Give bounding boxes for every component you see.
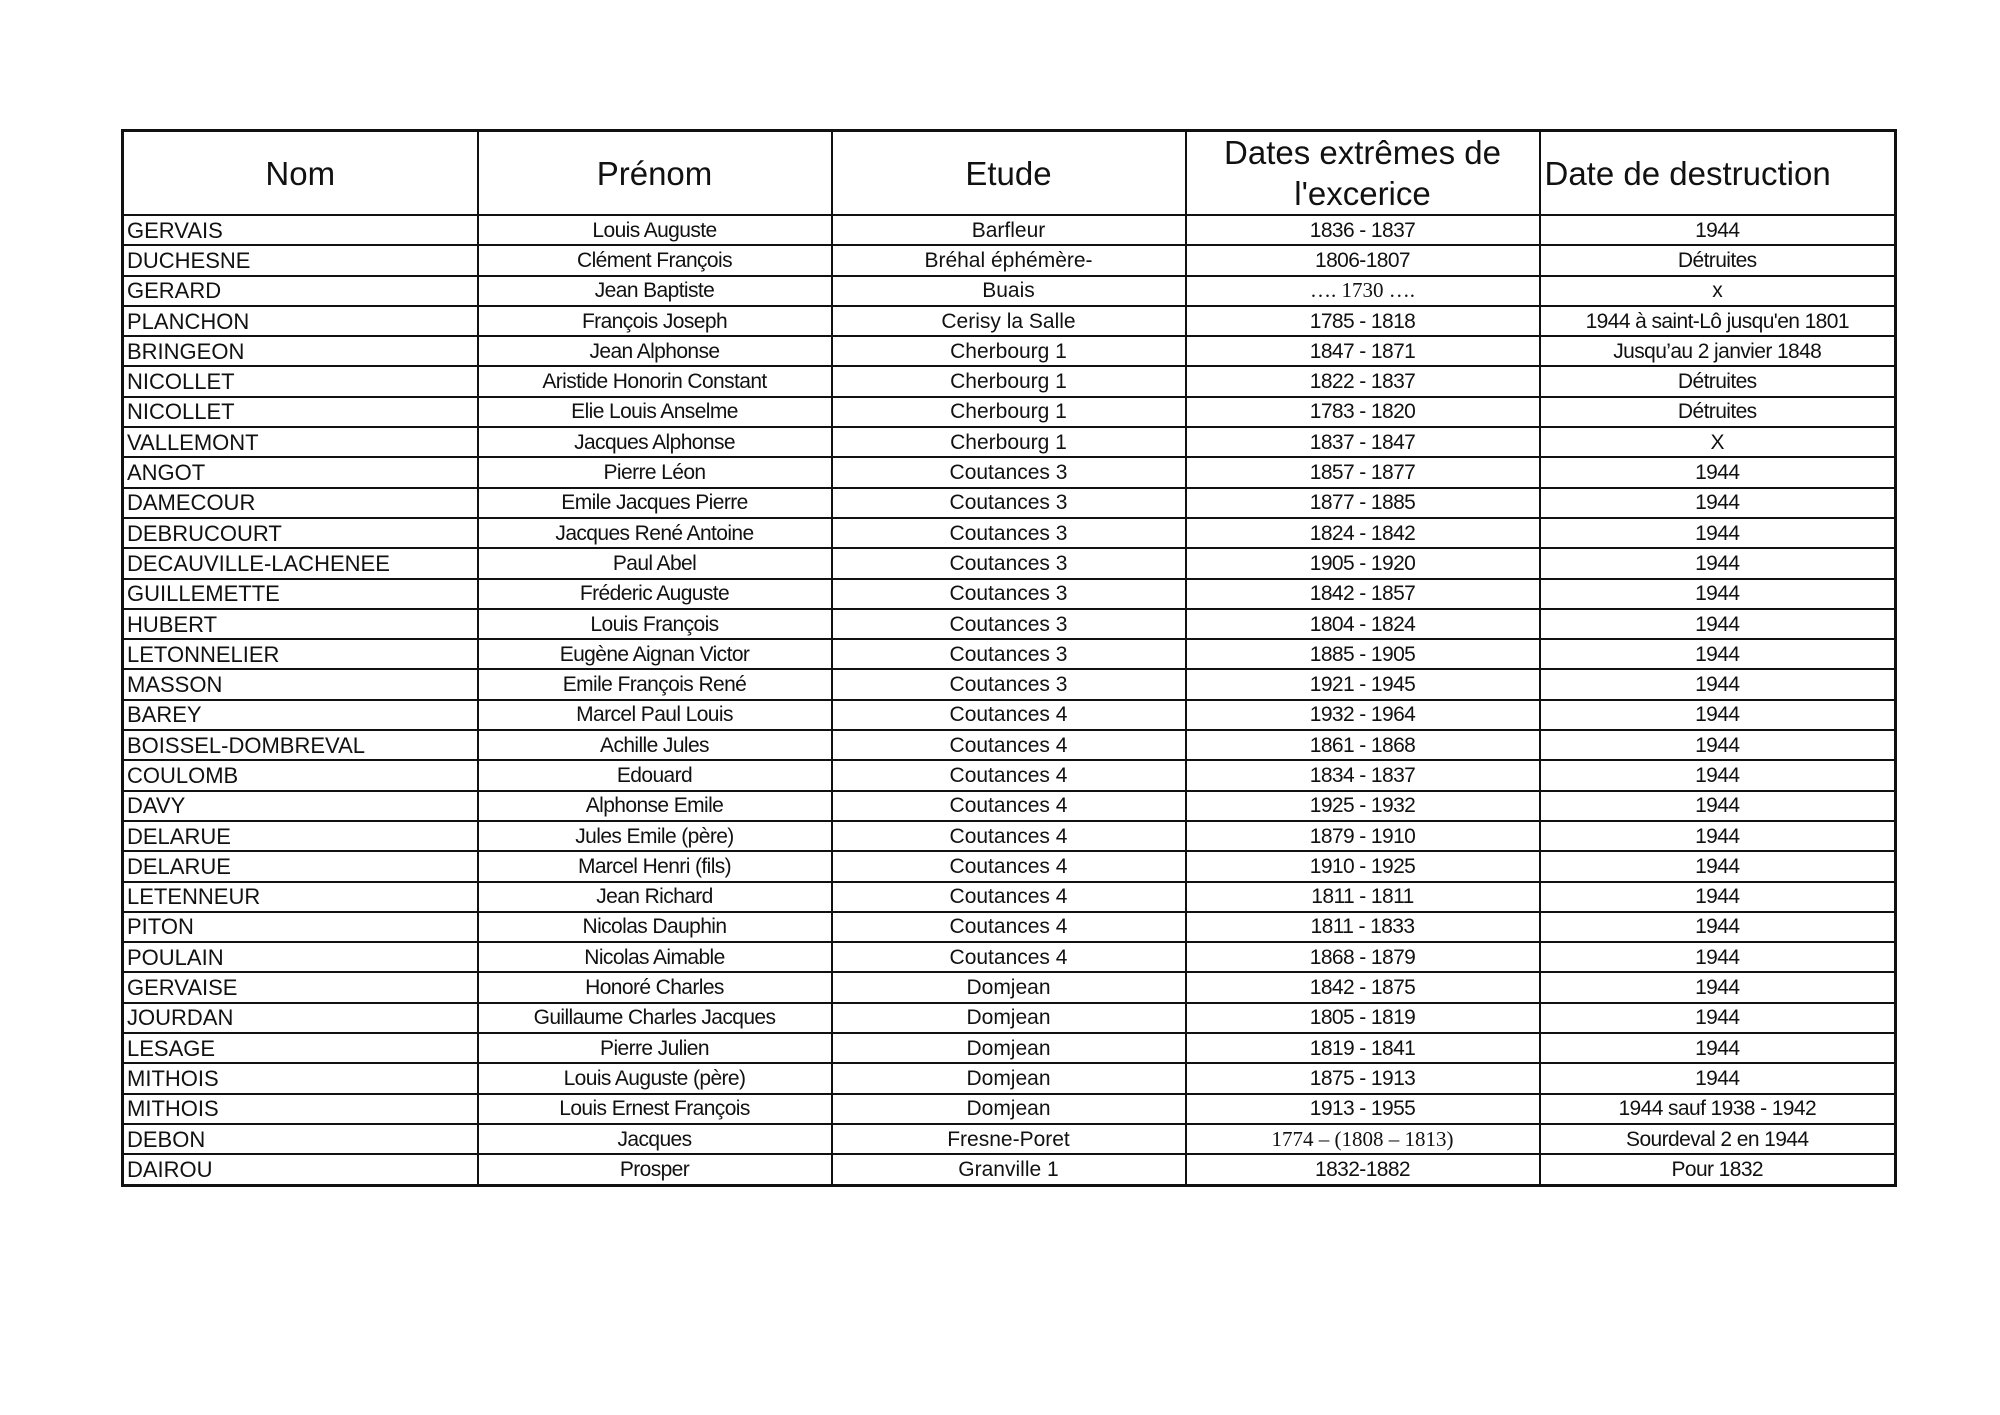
cell-etude: Coutances 4 (832, 730, 1186, 760)
cell-destruction: Détruites (1540, 245, 1896, 275)
cell-dates: 1885 - 1905 (1186, 639, 1540, 669)
cell-dates: 1905 - 1920 (1186, 548, 1540, 578)
cell-destruction: 1944 (1540, 882, 1896, 912)
cell-etude: Cherbourg 1 (832, 397, 1186, 427)
cell-nom: GUILLEMETTE (123, 579, 478, 609)
cell-prenom: Eugène Aignan Victor (478, 639, 832, 669)
cell-prenom: Clément François (478, 245, 832, 275)
cell-etude: Coutances 4 (832, 700, 1186, 730)
cell-prenom: Emile François René (478, 669, 832, 699)
cell-dates: 1925 - 1932 (1186, 791, 1540, 821)
table-row (123, 1094, 1896, 1124)
cell-prenom: Fréderic Auguste (478, 579, 832, 609)
table-row (123, 1033, 1896, 1063)
cell-nom: BRINGEON (123, 336, 478, 366)
cell-dates: 1921 - 1945 (1186, 669, 1540, 699)
cell-etude: Cerisy la Salle (832, 306, 1186, 336)
table-row (123, 639, 1896, 669)
cell-dates: 1857 - 1877 (1186, 457, 1540, 487)
table-row (123, 972, 1896, 1002)
cell-dates: 1868 - 1879 (1186, 942, 1540, 972)
cell-destruction: 1944 (1540, 669, 1896, 699)
cell-nom: LESAGE (123, 1033, 478, 1063)
cell-dates: 1879 - 1910 (1186, 821, 1540, 851)
cell-dates: 1837 - 1847 (1186, 427, 1540, 457)
cell-destruction: 1944 (1540, 548, 1896, 578)
cell-etude: Domjean (832, 972, 1186, 1002)
cell-dates: 1877 - 1885 (1186, 488, 1540, 518)
cell-destruction: Jusqu’au 2 janvier 1848 (1540, 336, 1896, 366)
cell-prenom: François Joseph (478, 306, 832, 336)
cell-nom: GERVAISE (123, 972, 478, 1002)
cell-dates: 1861 - 1868 (1186, 730, 1540, 760)
cell-destruction: 1944 (1540, 972, 1896, 1002)
cell-dates: 1811 - 1833 (1186, 912, 1540, 942)
cell-prenom: Jean Richard (478, 882, 832, 912)
cell-prenom: Guillaume Charles Jacques (478, 1003, 832, 1033)
table-row (123, 730, 1896, 760)
table-row (123, 215, 1896, 245)
cell-dates: 1805 - 1819 (1186, 1003, 1540, 1033)
cell-prenom: Nicolas Aimable (478, 942, 832, 972)
cell-destruction: Sourdeval 2 en 1944 (1540, 1124, 1896, 1154)
cell-destruction: x (1540, 276, 1896, 306)
cell-etude: Domjean (832, 1094, 1186, 1124)
cell-nom: DELARUE (123, 851, 478, 881)
cell-nom: DAVY (123, 791, 478, 821)
cell-nom: DUCHESNE (123, 245, 478, 275)
cell-prenom: Jacques Alphonse (478, 427, 832, 457)
cell-nom: DEBON (123, 1124, 478, 1154)
cell-prenom: Jacques (478, 1124, 832, 1154)
cell-nom: DAIROU (123, 1154, 478, 1185)
table-row (123, 669, 1896, 699)
cell-etude: Domjean (832, 1033, 1186, 1063)
cell-nom: POULAIN (123, 942, 478, 972)
cell-prenom: Nicolas Dauphin (478, 912, 832, 942)
cell-nom: COULOMB (123, 760, 478, 790)
cell-dates: 1834 - 1837 (1186, 760, 1540, 790)
table-row (123, 518, 1896, 548)
cell-prenom: Aristide Honorin Constant (478, 366, 832, 396)
table-row (123, 760, 1896, 790)
table-row (123, 488, 1896, 518)
cell-nom: VALLEMONT (123, 427, 478, 457)
cell-destruction: 1944 (1540, 942, 1896, 972)
cell-dates: 1913 - 1955 (1186, 1094, 1540, 1124)
table-row (123, 457, 1896, 487)
table-row (123, 942, 1896, 972)
table-row (123, 276, 1896, 306)
cell-nom: DECAUVILLE-LACHENEE (123, 548, 478, 578)
cell-prenom: Pierre Julien (478, 1033, 832, 1063)
table-row (123, 882, 1896, 912)
cell-etude: Coutances 4 (832, 912, 1186, 942)
cell-etude: Coutances 4 (832, 882, 1186, 912)
cell-dates: 1847 - 1871 (1186, 336, 1540, 366)
cell-prenom: Paul Abel (478, 548, 832, 578)
cell-nom: BOISSEL-DOMBREVAL (123, 730, 478, 760)
cell-destruction: 1944 (1540, 791, 1896, 821)
cell-dates: 1910 - 1925 (1186, 851, 1540, 881)
header-etude: Etude (832, 131, 1186, 216)
table-row (123, 1124, 1896, 1154)
cell-etude: Buais (832, 276, 1186, 306)
cell-nom: HUBERT (123, 609, 478, 639)
cell-destruction: 1944 (1540, 730, 1896, 760)
cell-destruction: 1944 (1540, 1063, 1896, 1093)
cell-destruction: 1944 à saint-Lô jusqu'en 1801 (1540, 306, 1896, 336)
table-row (123, 366, 1896, 396)
table-row (123, 851, 1896, 881)
cell-dates: 1842 - 1857 (1186, 579, 1540, 609)
cell-prenom: Edouard (478, 760, 832, 790)
cell-nom: BAREY (123, 700, 478, 730)
cell-dates: 1932 - 1964 (1186, 700, 1540, 730)
cell-dates: 1875 - 1913 (1186, 1063, 1540, 1093)
cell-nom: DELARUE (123, 821, 478, 851)
table-row (123, 1063, 1896, 1093)
cell-nom: ANGOT (123, 457, 478, 487)
cell-destruction: 1944 (1540, 851, 1896, 881)
cell-dates: 1832-1882 (1186, 1154, 1540, 1185)
cell-etude: Granville 1 (832, 1154, 1186, 1185)
cell-etude: Coutances 3 (832, 548, 1186, 578)
header-dates: Dates extrêmes de l'excerice (1186, 131, 1540, 216)
cell-nom: GERARD (123, 276, 478, 306)
cell-dates: 1842 - 1875 (1186, 972, 1540, 1002)
cell-nom: LETONNELIER (123, 639, 478, 669)
table-row (123, 579, 1896, 609)
cell-etude: Coutances 4 (832, 821, 1186, 851)
cell-prenom: Marcel Henri (fils) (478, 851, 832, 881)
cell-destruction: Détruites (1540, 366, 1896, 396)
cell-destruction: 1944 (1540, 821, 1896, 851)
cell-nom: DEBRUCOURT (123, 518, 478, 548)
cell-destruction: Pour 1832 (1540, 1154, 1896, 1185)
cell-nom: MITHOIS (123, 1063, 478, 1093)
cell-destruction: 1944 (1540, 1003, 1896, 1033)
cell-etude: Fresne-Poret (832, 1124, 1186, 1154)
cell-destruction: 1944 (1540, 639, 1896, 669)
cell-dates: 1783 - 1820 (1186, 397, 1540, 427)
cell-dates: 1811 - 1811 (1186, 882, 1540, 912)
cell-prenom: Louis Auguste (478, 215, 832, 245)
cell-dates: 1774 – (1808 – 1813) (1186, 1124, 1540, 1154)
table-row (123, 336, 1896, 366)
cell-destruction: 1944 (1540, 457, 1896, 487)
cell-etude: Coutances 3 (832, 579, 1186, 609)
cell-dates: 1836 - 1837 (1186, 215, 1540, 245)
cell-prenom: Louis François (478, 609, 832, 639)
cell-prenom: Louis Ernest François (478, 1094, 832, 1124)
cell-dates: 1806-1807 (1186, 245, 1540, 275)
cell-dates: 1819 - 1841 (1186, 1033, 1540, 1063)
cell-destruction: 1944 (1540, 700, 1896, 730)
cell-destruction: Détruites (1540, 397, 1896, 427)
cell-etude: Cherbourg 1 (832, 336, 1186, 366)
cell-destruction: 1944 sauf 1938 - 1942 (1540, 1094, 1896, 1124)
table-row (123, 912, 1896, 942)
cell-dates: 1785 - 1818 (1186, 306, 1540, 336)
table-row (123, 700, 1896, 730)
header-prenom: Prénom (478, 131, 832, 216)
cell-destruction: 1944 (1540, 579, 1896, 609)
cell-etude: Coutances 3 (832, 488, 1186, 518)
cell-prenom: Honoré Charles (478, 972, 832, 1002)
cell-prenom: Jules Emile (père) (478, 821, 832, 851)
cell-etude: Coutances 3 (832, 518, 1186, 548)
cell-etude: Domjean (832, 1003, 1186, 1033)
cell-destruction: 1944 (1540, 488, 1896, 518)
table-row (123, 821, 1896, 851)
cell-destruction: 1944 (1540, 912, 1896, 942)
table-row (123, 397, 1896, 427)
cell-nom: PITON (123, 912, 478, 942)
table-row (123, 791, 1896, 821)
cell-nom: MASSON (123, 669, 478, 699)
cell-prenom: Pierre Léon (478, 457, 832, 487)
cell-prenom: Achille Jules (478, 730, 832, 760)
cell-dates: 1824 - 1842 (1186, 518, 1540, 548)
cell-nom: JOURDAN (123, 1003, 478, 1033)
cell-nom: GERVAIS (123, 215, 478, 245)
cell-prenom: Jean Baptiste (478, 276, 832, 306)
table-row (123, 609, 1896, 639)
header-nom: Nom (123, 131, 478, 216)
cell-prenom: Alphonse Emile (478, 791, 832, 821)
cell-nom: NICOLLET (123, 366, 478, 396)
cell-etude: Cherbourg 1 (832, 366, 1186, 396)
cell-destruction: 1944 (1540, 609, 1896, 639)
cell-prenom: Emile Jacques Pierre (478, 488, 832, 518)
cell-etude: Coutances 3 (832, 457, 1186, 487)
cell-prenom: Prosper (478, 1154, 832, 1185)
table-header (123, 131, 1896, 216)
cell-etude: Coutances 3 (832, 669, 1186, 699)
cell-nom: DAMECOUR (123, 488, 478, 518)
cell-etude: Coutances 4 (832, 791, 1186, 821)
header-destruction: Date de destruction (1540, 131, 1896, 216)
cell-destruction: 1944 (1540, 518, 1896, 548)
cell-prenom: Jacques René Antoine (478, 518, 832, 548)
cell-nom: LETENNEUR (123, 882, 478, 912)
table-row (123, 245, 1896, 275)
cell-prenom: Jean Alphonse (478, 336, 832, 366)
cell-prenom: Elie Louis Anselme (478, 397, 832, 427)
cell-dates: 1804 - 1824 (1186, 609, 1540, 639)
cell-prenom: Marcel Paul Louis (478, 700, 832, 730)
cell-etude: Coutances 3 (832, 609, 1186, 639)
table-row (123, 427, 1896, 457)
cell-etude: Barfleur (832, 215, 1186, 245)
table-body (123, 215, 1896, 1185)
cell-etude: Coutances 3 (832, 639, 1186, 669)
cell-prenom: Louis Auguste (père) (478, 1063, 832, 1093)
cell-destruction: 1944 (1540, 760, 1896, 790)
cell-nom: NICOLLET (123, 397, 478, 427)
cell-destruction: 1944 (1540, 1033, 1896, 1063)
table-row (123, 548, 1896, 578)
cell-etude: Bréhal éphémère- (832, 245, 1186, 275)
cell-nom: MITHOIS (123, 1094, 478, 1124)
cell-destruction: 1944 (1540, 215, 1896, 245)
table-row (123, 1003, 1896, 1033)
table-row (123, 1154, 1896, 1185)
cell-etude: Coutances 4 (832, 760, 1186, 790)
cell-etude: Cherbourg 1 (832, 427, 1186, 457)
notaries-table (121, 129, 1897, 1187)
cell-etude: Coutances 4 (832, 942, 1186, 972)
cell-dates: 1822 - 1837 (1186, 366, 1540, 396)
cell-etude: Coutances 4 (832, 851, 1186, 881)
cell-dates: …. 1730 …. (1186, 276, 1540, 306)
cell-etude: Domjean (832, 1063, 1186, 1093)
header-row (123, 131, 1896, 216)
table-row (123, 306, 1896, 336)
cell-nom: PLANCHON (123, 306, 478, 336)
cell-destruction: X (1540, 427, 1896, 457)
